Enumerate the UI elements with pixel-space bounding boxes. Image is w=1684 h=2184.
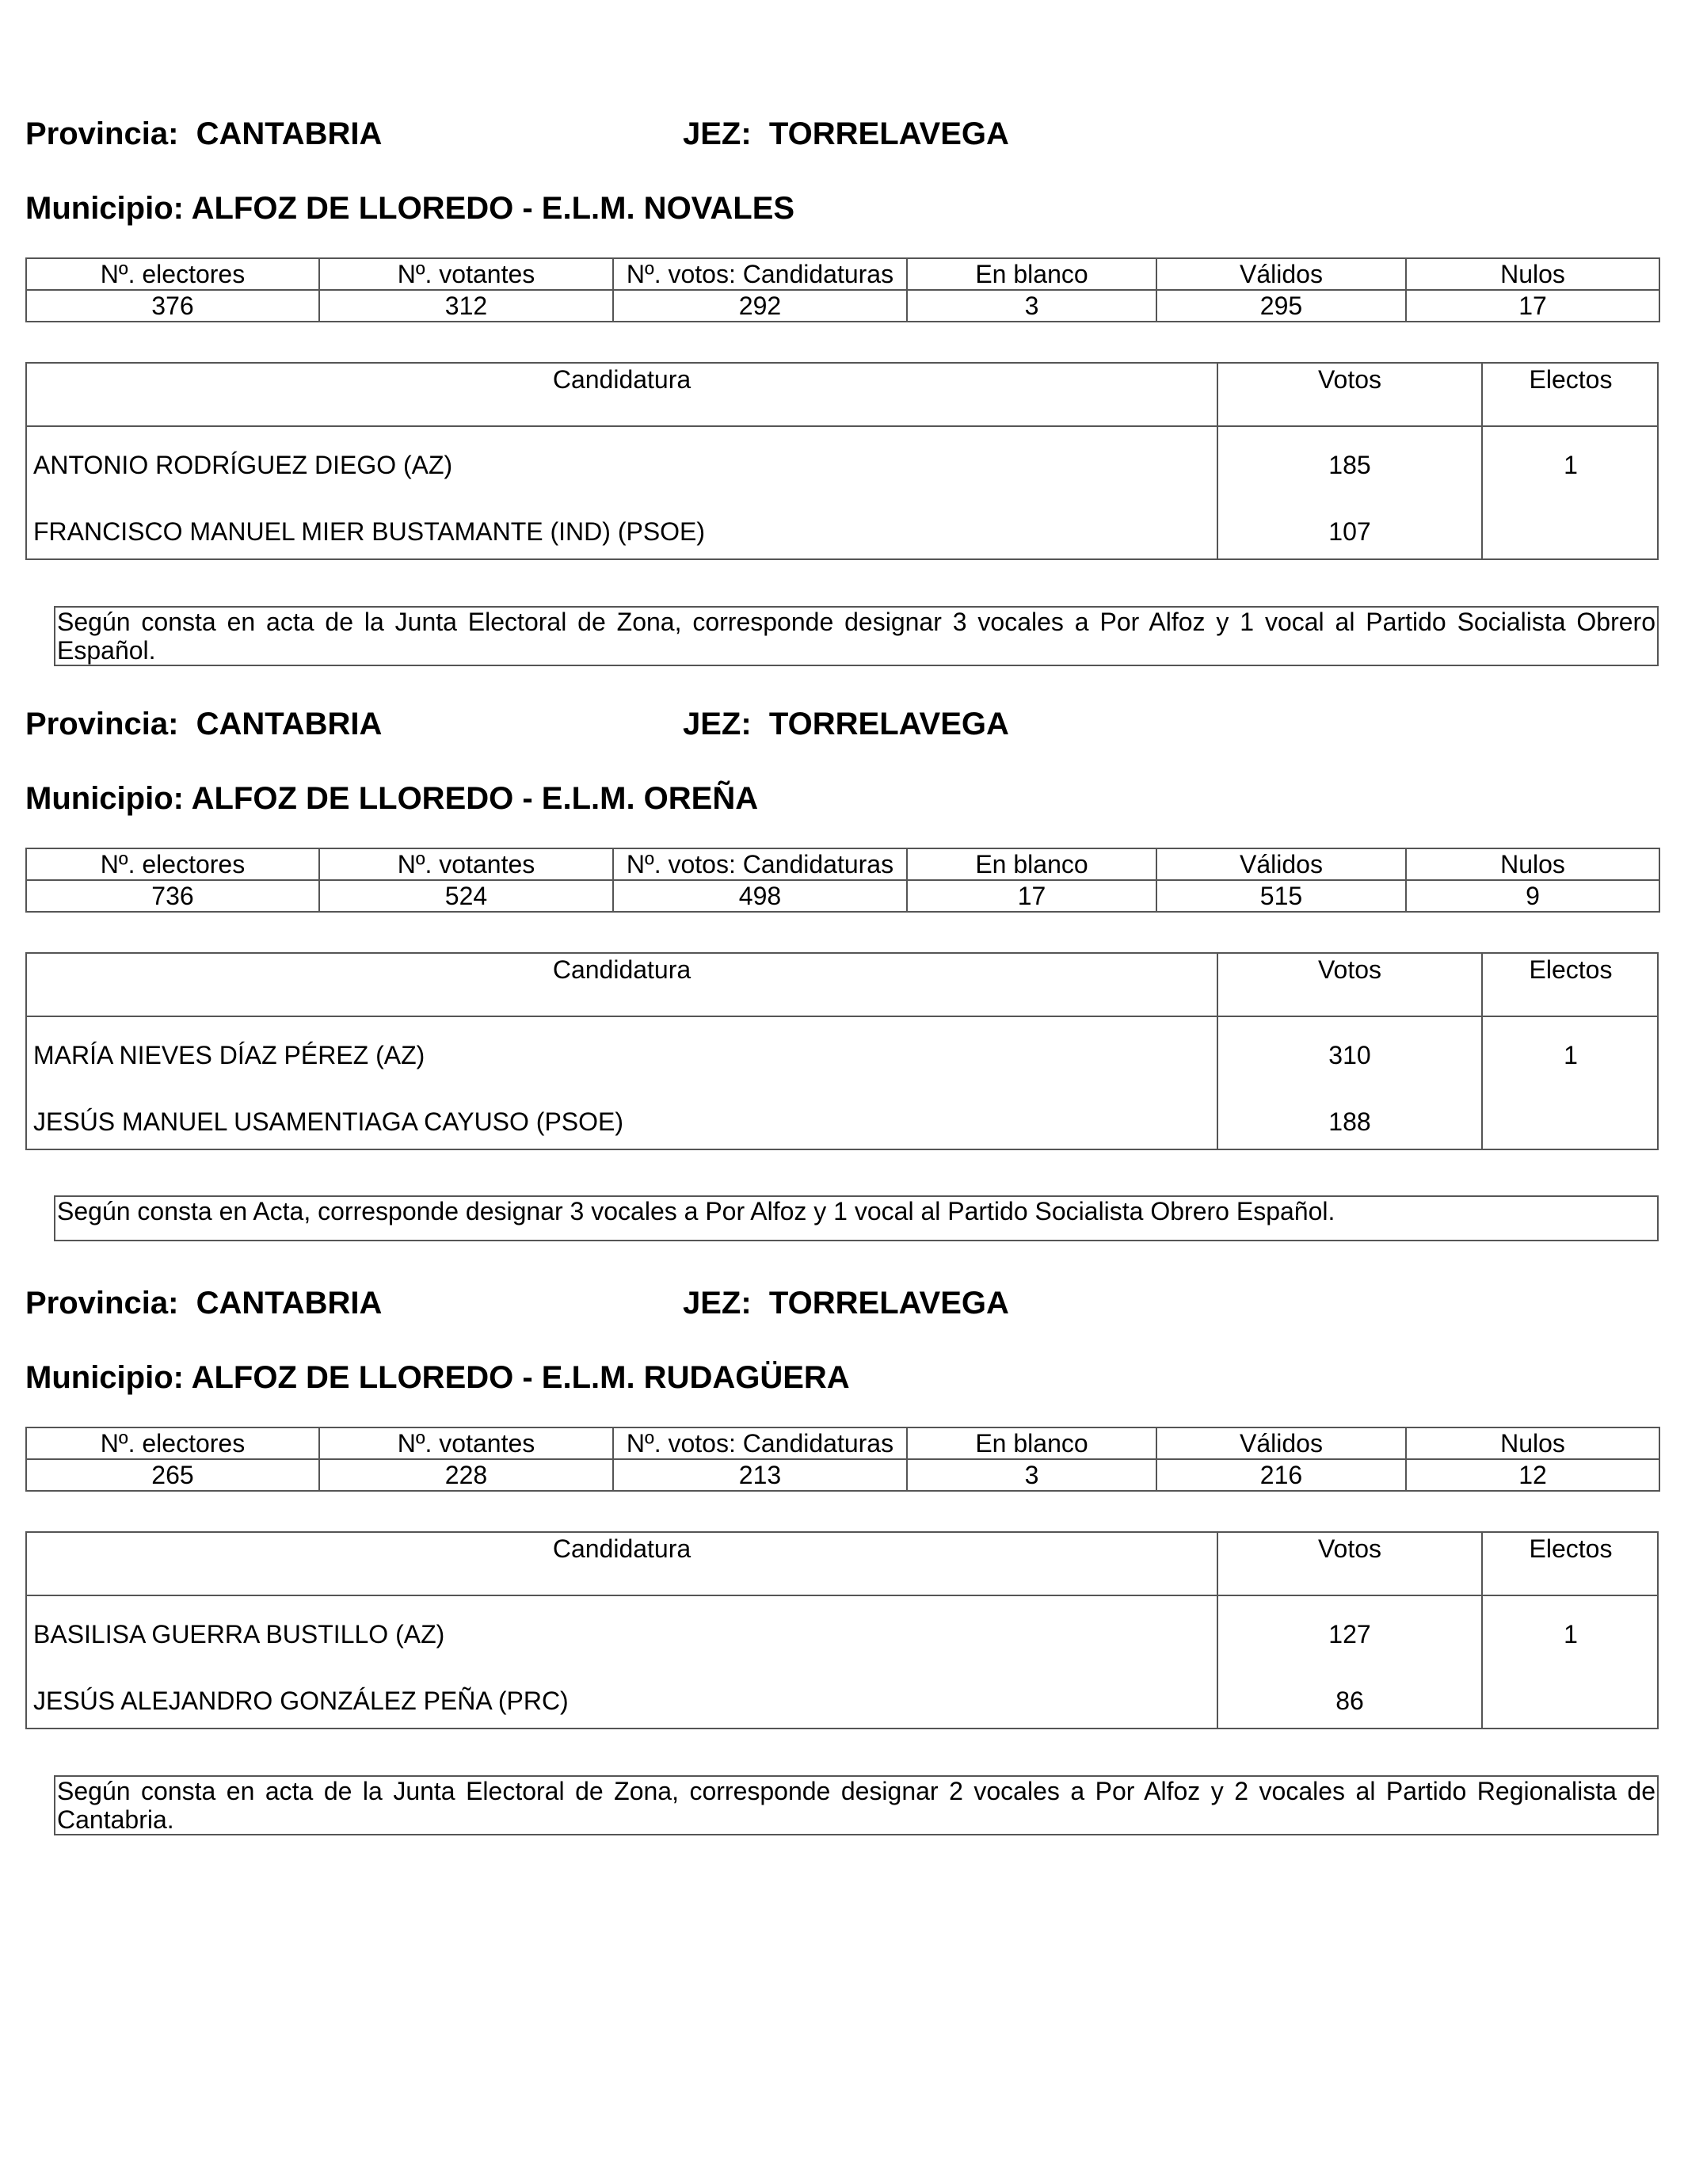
municipio-label: Municipio: [25,1360,184,1395]
stats-value-row [26,1459,1659,1491]
stats-header-cell: Nº. votantes [319,848,613,880]
candidates-table [25,362,1659,560]
jez-label: JEZ: [683,1286,752,1321]
candidates-table [25,1531,1659,1729]
jez-heading [683,116,1009,152]
stats-header-cell: Nº. electores [26,848,319,880]
candidate-votes: 310 [1328,1041,1371,1069]
stats-value-cell: 9 [1406,880,1659,912]
stats-header-cell: Nulos [1406,848,1659,880]
candidate-name: JESÚS MANUEL USAMENTIAGA CAYUSO (PSOE) [33,1107,624,1136]
municipio-heading [25,190,794,227]
municipio-label: Municipio: [25,781,184,816]
stats-value-cell: 312 [319,290,613,322]
candidate-name: FRANCISCO MANUEL MIER BUSTAMANTE (IND) (PSOE) [33,517,706,546]
electos-header: Electos [1529,365,1613,394]
provincia-value: CANTABRIA [196,116,383,151]
acta-note: Según consta en acta de la Junta Electoral de Zona, corresponde designar 3 vocales a Por Alfoz y 1 vocal al Partido Socialista Obrero Español. [54,606,1659,666]
candidate-name: MARÍA NIEVES DÍAZ PÉREZ (AZ) [33,1041,425,1069]
stats-value-cell: 376 [26,290,319,322]
stats-table [25,257,1660,322]
stats-header-cell: Nº. votos: Candidaturas [613,848,907,880]
votos-header: Votos [1317,365,1382,394]
stats-header-cell: Nº. votos: Candidaturas [613,1427,907,1459]
stats-header-cell: En blanco [907,848,1156,880]
stats-header-row [26,848,1659,880]
candidatura-header: Candidatura [552,1534,692,1563]
stats-header-cell: Nulos [1406,258,1659,290]
section-orena [25,701,1659,1248]
candidatura-header: Candidatura [552,955,692,984]
candidate-votes: 127 [1328,1620,1371,1648]
candidate-elected: 1 [1564,1041,1578,1069]
jez-value: TORRELAVEGA [768,116,1009,151]
stats-value-cell: 213 [613,1459,907,1491]
stats-value-cell: 228 [319,1459,613,1491]
stats-value-cell: 295 [1156,290,1406,322]
municipio-value: ALFOZ DE LLOREDO - E.L.M. OREÑA [191,781,759,816]
municipio-value: ALFOZ DE LLOREDO - E.L.M. RUDAGÜERA [191,1360,850,1395]
jez-label: JEZ: [683,116,752,151]
stats-value-cell: 292 [613,290,907,322]
candidate-votes: 107 [1328,517,1371,546]
candidate-name: JESÚS ALEJANDRO GONZÁLEZ PEÑA (PRC) [33,1687,569,1715]
stats-header-cell: Nº. votos: Candidaturas [613,258,907,290]
stats-header-cell: Válidos [1156,258,1406,290]
stats-value-cell: 12 [1406,1459,1659,1491]
jez-label: JEZ: [683,707,752,741]
candidate-votes: 185 [1328,451,1371,479]
stats-table [25,848,1660,913]
jez-value: TORRELAVEGA [768,1286,1009,1321]
stats-value-cell: 736 [26,880,319,912]
provincia-value: CANTABRIA [196,1286,383,1321]
candidate-votes: 188 [1328,1107,1371,1136]
stats-value-row [26,290,1659,322]
candidate-name: BASILISA GUERRA BUSTILLO (AZ) [33,1620,445,1648]
municipio-heading [25,780,758,817]
stats-header-row [26,1427,1659,1459]
stats-header-cell: Nº. electores [26,258,319,290]
stats-header-cell: En blanco [907,258,1156,290]
stats-value-cell: 265 [26,1459,319,1491]
stats-header-cell: Nº. votantes [319,258,613,290]
votos-header: Votos [1317,1534,1382,1563]
stats-header-cell: Válidos [1156,1427,1406,1459]
provincia-heading [25,1285,382,1321]
acta-note: Según consta en acta de la Junta Electoral de Zona, corresponde designar 2 vocales a Por Alfoz y 2 vocales al Partido Regionalista de Cantabria. [54,1775,1659,1835]
electos-header: Electos [1529,955,1613,984]
municipio-label: Municipio: [25,191,184,226]
stats-value-cell: 216 [1156,1459,1406,1491]
acta-note: Según consta en Acta, corresponde designar 3 vocales a Por Alfoz y 1 vocal al Partido Socialista Obrero Español. [54,1195,1659,1241]
candidatura-header: Candidatura [552,365,692,394]
stats-value-cell: 498 [613,880,907,912]
stats-header-cell: Nulos [1406,1427,1659,1459]
stats-header-cell: Nº. electores [26,1427,319,1459]
candidates-table [25,952,1659,1150]
stats-value-row [26,880,1659,912]
candidate-votes: 86 [1335,1687,1364,1715]
jez-heading [683,706,1009,742]
municipio-value: ALFOZ DE LLOREDO - E.L.M. NOVALES [191,191,795,226]
stats-header-cell: Nº. votantes [319,1427,613,1459]
votos-header: Votos [1317,955,1382,984]
stats-value-cell: 3 [907,290,1156,322]
section-rudaguera [25,1280,1659,1850]
electos-header: Electos [1529,1534,1613,1563]
stats-value-cell: 17 [907,880,1156,912]
candidate-elected: 1 [1564,451,1578,479]
stats-value-cell: 3 [907,1459,1156,1491]
stats-header-cell: Válidos [1156,848,1406,880]
stats-value-cell: 524 [319,880,613,912]
provincia-heading [25,116,382,152]
provincia-heading [25,706,382,742]
section-novales [25,111,1659,665]
candidate-elected: 1 [1564,1620,1578,1648]
provincia-label: Provincia: [25,707,179,741]
stats-value-cell: 515 [1156,880,1406,912]
provincia-label: Provincia: [25,1286,179,1321]
stats-table [25,1427,1660,1492]
stats-header-cell: En blanco [907,1427,1156,1459]
candidate-name: ANTONIO RODRÍGUEZ DIEGO (AZ) [33,451,453,479]
provincia-value: CANTABRIA [196,707,383,741]
jez-value: TORRELAVEGA [768,707,1009,741]
jez-heading [683,1285,1009,1321]
municipio-heading [25,1359,850,1396]
provincia-label: Provincia: [25,116,179,151]
stats-header-row [26,258,1659,290]
stats-value-cell: 17 [1406,290,1659,322]
